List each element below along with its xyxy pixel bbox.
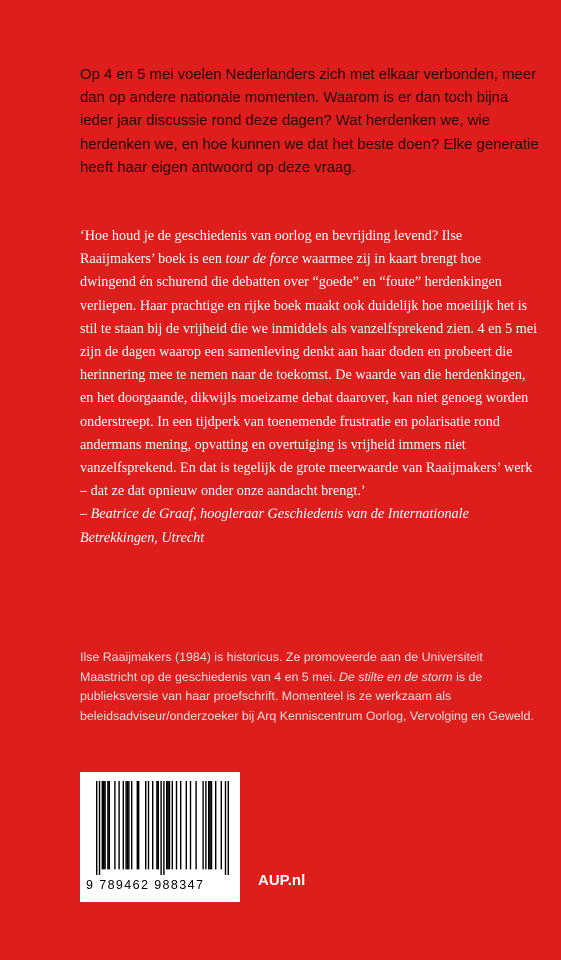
barcode-bar — [138, 781, 139, 869]
barcode-bar — [123, 781, 124, 869]
quote-attribution: – Beatrice de Graaf, hoogleraar Geschiedenis van de Internationale Betrekkingen, Utrecht — [80, 506, 469, 546]
barcode-bar — [166, 781, 167, 869]
barcode-bar — [148, 781, 149, 869]
barcode-bar — [205, 781, 206, 869]
barcode-bar — [169, 781, 170, 869]
barcode-bar — [99, 781, 100, 875]
barcode — [80, 772, 240, 902]
barcode-bar — [228, 781, 229, 875]
barcode-bar — [211, 781, 212, 869]
barcode-bar — [167, 781, 168, 869]
barcode-bar — [176, 781, 177, 869]
bio-text-part1: Ilse Raaijmakers (1984) is historicus. Ze promoveerde aan de Universiteit Maastricht op de geschiedenis van 4 en 5 mei. — [80, 650, 483, 684]
barcode-bar — [104, 781, 105, 869]
barcode-bar — [202, 781, 203, 869]
barcode-bar — [109, 781, 110, 869]
barcode-bar — [128, 781, 129, 869]
quote-text-part1: ‘Hoe houd je de geschiedenis van oorlog en bevrijding levend? Ilse Raaijmakers’ boek is een — [80, 228, 463, 268]
endorsement-quote — [80, 225, 540, 550]
barcode-bar — [152, 781, 153, 869]
barcode-bar — [208, 781, 209, 869]
barcode-bar — [107, 781, 108, 869]
barcode-bar — [190, 781, 191, 869]
barcode-bar — [186, 781, 187, 869]
barcode-bar — [163, 781, 164, 875]
barcode-bar — [215, 781, 216, 869]
barcode-bar — [102, 781, 103, 869]
barcode-bar — [156, 781, 157, 869]
bio-text-part2: is de publieksversie van haar proefschrift. Momenteel is ze werkzaam als beleidsadviseur/onderzoeker bij Arq Kenniscentrum Oorlog, Vervolging en Geweld. — [80, 669, 534, 723]
quote-emphasis: tour de force — [225, 251, 299, 268]
intro-paragraph: Op 4 en 5 mei voelen Nederlanders zich met elkaar verbonden, meer dan op andere nationale momenten. Waarom is er dan toch bijna ieder jaar discussie rond deze dagen? Wat herdenken we, wie herdenken we, en hoe kunnen we dat het beste doen? Elke generatie heeft haar eigen antwoord op deze vraag. — [80, 67, 539, 176]
author-bio — [80, 648, 540, 726]
barcode-bar — [114, 781, 115, 869]
barcode-bar — [195, 781, 196, 869]
barcode-bar — [145, 781, 146, 869]
book-title: De stilte en de storm — [338, 669, 453, 684]
barcode-bar — [221, 781, 222, 869]
barcode-bar — [172, 781, 173, 869]
barcode-bar — [225, 781, 226, 875]
quote-text-part2: waarmee zij in kaart brengt hoe dwingend én schurend die debatten over “goede” en “foute” herdenkingen verliepen. Haar prachtige en rijke boek maakt ook duidelijk hoe moeilijk het is stil te staan bij de vrijheid die we inmiddels als vanzelfsprekend zien. 4 en 5 mei zijn de dagen waarop een samenleving denkt aan haar doden en probeert die herinnering mee te nemen naar de toekomst. De waarde van die herdenkingen, en het doorgaande, dikwijls moeizame debat daarover, kan niet genoeg worden onderstreept. In een tijdperk van toenemende frustratie en polarisatie rond andermans mening, opvatting en overtuiging is vrijheid immers niet vanzelfsprekend. En dat is tegelijk de grote meerwaarde van Raaijmakers’ werk – dat ze dat opnieuw onder onze aandacht brengt.’ — [80, 251, 538, 500]
barcode-bar — [96, 781, 97, 875]
barcode-bar — [131, 781, 132, 869]
barcode-bar — [103, 781, 104, 869]
publisher-link[interactable]: AUP.nl — [258, 872, 306, 889]
barcode-bar — [158, 781, 159, 869]
barcode-bar — [160, 781, 161, 875]
barcode-bar — [118, 781, 119, 869]
barcode-bar — [180, 781, 181, 869]
barcode-bar — [125, 781, 126, 869]
barcode-bars — [96, 781, 229, 875]
barcode-bar — [209, 781, 210, 869]
barcode-bar — [137, 781, 138, 869]
barcode-bar — [127, 781, 128, 869]
isbn-number: 9 789462 988347 — [86, 878, 205, 892]
